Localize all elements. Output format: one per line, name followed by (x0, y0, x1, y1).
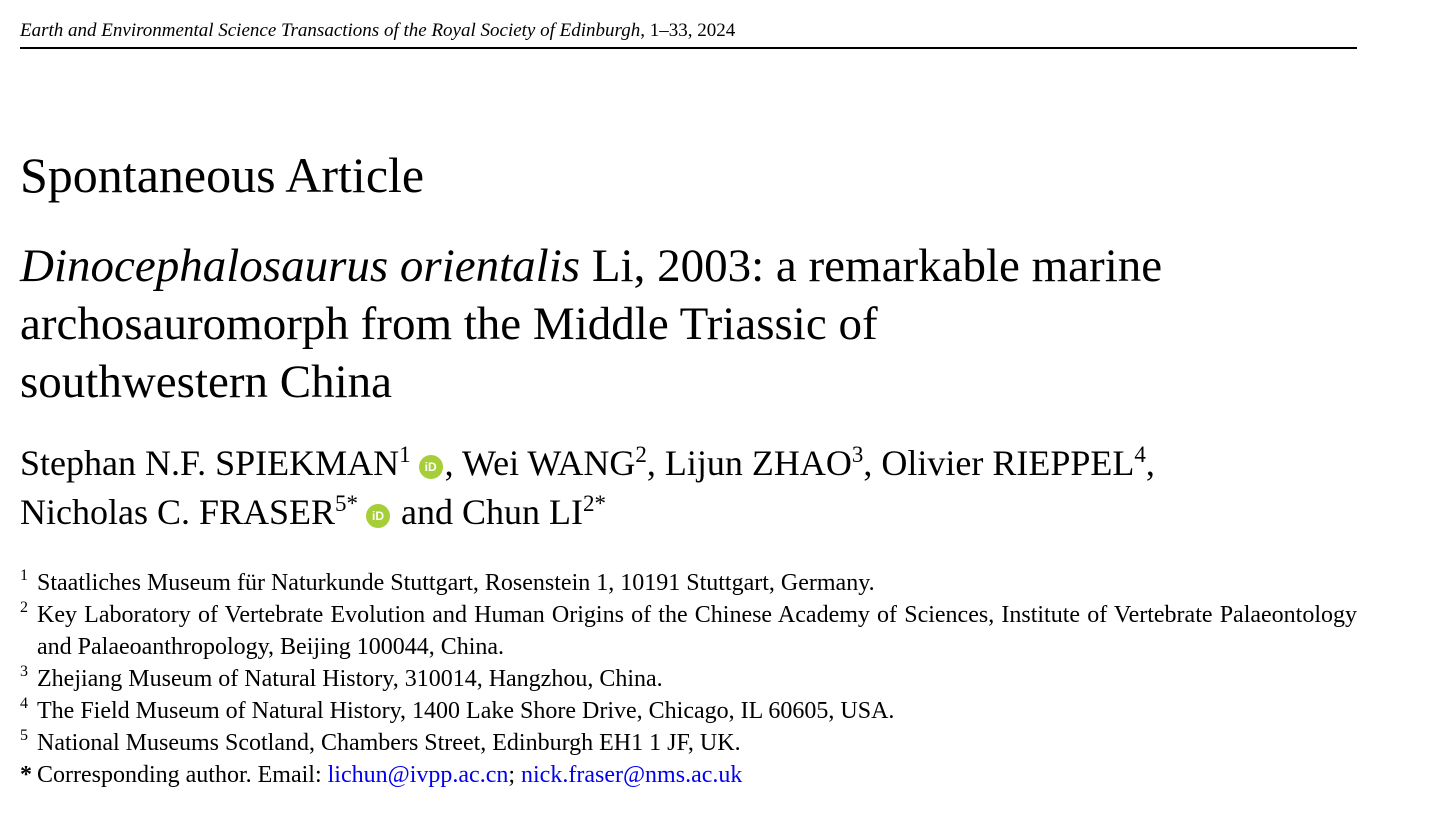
author-fraser-affiliation: 5* (335, 491, 359, 516)
affiliation-marker: 1 (20, 567, 28, 584)
author-zhao: , Lijun ZHAO (646, 443, 852, 483)
article-title (20, 237, 1365, 411)
author-list (20, 441, 1155, 539)
article-type: Spontaneous Article (20, 147, 425, 203)
orcid-icon[interactable]: iD (366, 504, 390, 528)
corresponding-author (20, 759, 1357, 791)
affiliation-marker: 2 (20, 599, 28, 616)
affiliation-2 (20, 599, 1357, 663)
title-line-1-rest: Li, 2003: a remarkable marine (580, 240, 1163, 292)
author-zhao-affiliation: 3 (851, 442, 864, 467)
title-line-2: archosauromorph from the Middle Triassic of (20, 298, 878, 350)
author-fraser: Nicholas C. FRASER (20, 492, 336, 532)
affiliation-5 (20, 727, 1357, 759)
email-link-li[interactable]: lichun@ivpp.ac.cn (327, 762, 509, 788)
affiliation-marker: 3 (20, 663, 28, 680)
author-li: and Chun LI (392, 492, 584, 532)
affiliation-text: Staatliches Museum für Naturkunde Stuttgart, Rosenstein 1, 10191 Stuttgart, Germany. (37, 570, 875, 596)
email-separator: ; (508, 762, 522, 788)
affiliation-marker: 4 (20, 695, 28, 712)
title-line-1 (20, 237, 1365, 295)
email-link-fraser[interactable]: nick.fraser@nms.ac.uk (521, 762, 743, 788)
affiliation-4 (20, 695, 1357, 727)
affiliation-3 (20, 663, 1357, 695)
author-separator: , (1145, 443, 1155, 483)
affiliations-list (20, 567, 1357, 791)
corresponding-label: Corresponding author. Email: (37, 762, 328, 788)
orcid-icon[interactable]: iD (419, 455, 443, 479)
corresponding-marker: * (20, 762, 32, 788)
author-wang-affiliation: 2 (635, 442, 647, 467)
author-spiekman: Stephan N.F. SPIEKMAN (20, 443, 400, 483)
author-spiekman-affiliation: 1 (399, 442, 411, 467)
affiliation-1 (20, 567, 1357, 599)
author-rieppel-affiliation: 4 (1134, 442, 1146, 467)
affiliation-text: National Museums Scotland, Chambers Street, Edinburgh EH1 1 JF, UK. (37, 730, 741, 756)
running-header (20, 17, 1357, 49)
affiliation-text: Key Laboratory of Vertebrate Evolution and Human Origins of the Chinese Academy of Sciences, Institute of Vertebrate Palaeontology and Palaeoanthropology, Beijing 100044, China. (37, 602, 1357, 660)
pages-year: , 1–33, 2024 (640, 20, 736, 41)
affiliation-text: The Field Museum of Natural History, 1400 Lake Shore Drive, Chicago, IL 60605, USA. (37, 698, 895, 724)
journal-name: Earth and Environmental Science Transactions of the Royal Society of Edinburgh (20, 20, 641, 41)
author-line-1 (20, 441, 1155, 490)
taxon-name: Dinocephalosaurus orientalis (20, 240, 581, 292)
author-wang: , Wei WANG (444, 443, 636, 483)
author-li-affiliation: 2* (583, 491, 607, 516)
title-line-3: southwestern China (20, 356, 393, 408)
author-line-2 (20, 490, 1155, 539)
affiliation-text: Zhejiang Museum of Natural History, 310014, Hangzhou, China. (37, 666, 663, 692)
affiliation-marker: 5 (20, 727, 28, 744)
author-rieppel: , Olivier RIEPPEL (863, 443, 1135, 483)
